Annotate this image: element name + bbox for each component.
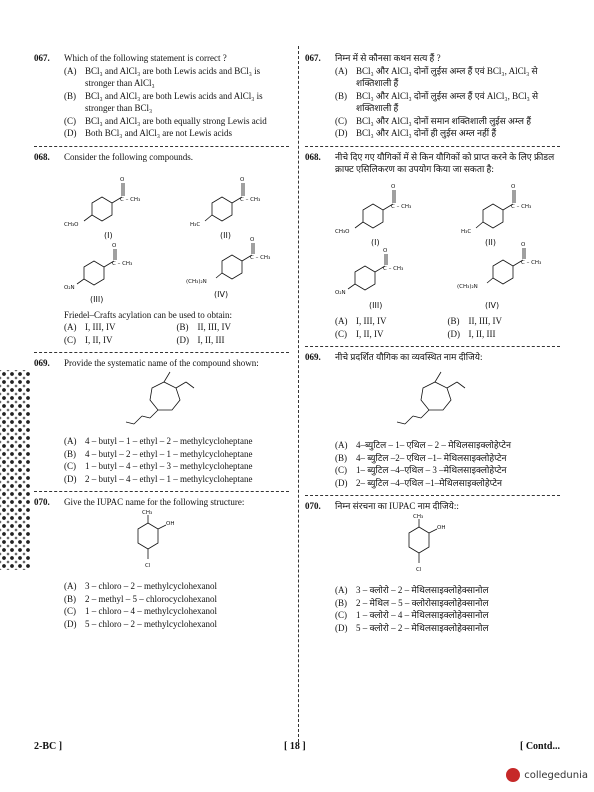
svg-text:C – CH₃: C – CH₃ xyxy=(112,261,133,267)
question-number: 068. xyxy=(305,151,321,162)
option-a[interactable]: (A) I, III, IV xyxy=(64,322,116,332)
option-b[interactable]: (B) 2 – methyl – 5 – chlorocyclohexanol xyxy=(64,593,217,604)
question-followup: Friedel–Crafts acylation can be used to obtain: xyxy=(64,309,232,320)
option-d[interactable]: (D) 5 – क्लोरो – 2 – मेथिलसाइक्लोहेक्सानोल xyxy=(335,622,489,633)
option-c[interactable]: (C) 1 – chloro – 4 – methylcyclohexanol xyxy=(64,606,217,616)
question-separator xyxy=(305,495,560,496)
svg-text:CH₃: CH₃ xyxy=(413,513,424,520)
question-separator xyxy=(34,352,289,353)
option-d[interactable]: (D) 2– ब्युटिल –4–एथिल –1–मेथिलसाइक्लोहेप्टेन xyxy=(335,477,502,488)
svg-text:O: O xyxy=(521,241,526,248)
question-separator xyxy=(34,146,289,147)
compound-ii-structure xyxy=(461,184,531,247)
question-number: 070. xyxy=(34,497,50,507)
acetophenone-structures xyxy=(34,163,289,305)
svg-text:O: O xyxy=(391,183,396,190)
option-d[interactable]: (D) 2 – butyl – 4 – ethyl – 1 – methylcycloheptane xyxy=(64,473,253,484)
svg-text:(I): (I) xyxy=(104,231,113,240)
cycloheptane-structure-hindi xyxy=(305,364,560,436)
question-text: नीचे दिए गए यौगिकों में से किन यौगिकों को प्राप्त करने के लिए फ्रीडल क्राफ्ट एसिलिकरण का उपयोग किया जा सकता है: xyxy=(335,151,555,174)
hindi-column xyxy=(305,52,560,634)
page-number: [ 18 ] xyxy=(284,741,306,752)
cyclohexanol-structure xyxy=(34,509,289,577)
svg-text:Cl: Cl xyxy=(145,562,151,569)
svg-text:(II): (II) xyxy=(220,231,231,240)
svg-text:(I): (I) xyxy=(371,237,380,247)
svg-text:H₃C: H₃C xyxy=(461,228,472,235)
svg-text:C – CH₃: C – CH₃ xyxy=(391,203,412,210)
svg-text:CH₃O: CH₃O xyxy=(64,222,79,228)
compound-i-structure xyxy=(335,184,411,247)
question-text: निम्न में से कौनसा कथन सत्य हैं ? xyxy=(335,53,441,63)
option-a[interactable]: (A) I, III, IV xyxy=(335,316,387,326)
svg-text:O: O xyxy=(112,243,117,249)
question-69 xyxy=(34,357,289,485)
svg-text:(CH₃)₂N: (CH₃)₂N xyxy=(457,283,478,290)
svg-text:(IV): (IV) xyxy=(485,300,500,310)
question-number: 068. xyxy=(34,151,50,162)
question-68-hindi xyxy=(305,151,560,341)
option-b[interactable]: (B) 4 – butyl – 2 – ethyl – 1 – methylcycloheptane xyxy=(64,448,253,459)
continued-label: [ Contd... xyxy=(519,741,560,752)
option-c[interactable]: (C) BCl₃ और AlCl₃ दोनों समान शक्तिशाली लुईस अम्ल हैं xyxy=(335,115,532,126)
svg-text:(IV): (IV) xyxy=(214,290,229,299)
option-c[interactable]: (C) 1 – butyl – 4 – ethyl – 3 – methylcycloheptane xyxy=(64,461,253,471)
question-70-hindi xyxy=(305,500,560,634)
svg-text:O: O xyxy=(250,237,255,243)
compound-i-structure xyxy=(64,177,140,240)
question-text: Give the IUPAC name for the following structure: xyxy=(64,497,245,507)
svg-text:C – CH₃: C – CH₃ xyxy=(250,255,271,261)
decorative-border-pattern xyxy=(0,370,30,570)
english-column xyxy=(34,52,289,630)
question-number: 069. xyxy=(34,358,50,368)
question-text: नीचे प्रदर्शित यौगिक का व्यवस्थित नाम दीजिये: xyxy=(335,352,483,362)
svg-text:OH: OH xyxy=(166,520,175,527)
option-b[interactable]: (B) II, III, IV xyxy=(176,322,231,332)
option-d[interactable]: (D) 5 – chloro – 2 – methylcyclohexanol xyxy=(64,618,217,629)
option-c[interactable]: (C) BCl₃ and AlCl₃ are both equally strong Lewis acid xyxy=(64,115,267,126)
svg-text:H₃C: H₃C xyxy=(190,222,201,228)
option-a[interactable]: (A) 3 – क्लोरो – 2 – मेथिलसाइक्लोहेक्सानोल xyxy=(335,585,489,595)
svg-text:O₂N: O₂N xyxy=(64,285,75,291)
brand-name: collegedunia xyxy=(524,769,588,781)
option-d[interactable]: (D) Both BCl₃ and AlCl₃ are not Lewis acids xyxy=(64,128,233,138)
svg-text:C – CH₃: C – CH₃ xyxy=(120,197,141,203)
option-d[interactable]: (D) I, II, III xyxy=(447,328,496,339)
option-a[interactable]: (A) BCl₃ और AlCl₃ दोनों लुईस अम्ल हैं एवं BCl₃, AlCl₃ से शक्तिशाली हैं xyxy=(335,65,538,88)
svg-text:(II): (II) xyxy=(485,237,496,247)
svg-text:(III): (III) xyxy=(90,295,104,304)
question-text: Consider the following compounds. xyxy=(64,151,193,162)
question-67 xyxy=(34,52,289,140)
option-b[interactable]: (B) 4– ब्युटिल –2– एथिल –1– मेथिलसाइक्लोहेप्टेन xyxy=(335,452,507,463)
option-a[interactable]: (A) 3 – chloro – 2 – methylcyclohexanol xyxy=(64,581,217,591)
compound-ii-structure xyxy=(190,177,260,240)
option-b[interactable]: (B) BCl₃ और AlCl₃ दोनों लुईस अम्ल हैं एवं AlCl₃, BCl₃ से शक्तिशाली हैं xyxy=(335,90,539,113)
question-text: Provide the systematic name of the compound shown: xyxy=(64,358,259,368)
svg-text:O: O xyxy=(383,247,388,254)
brand-logo-icon xyxy=(506,768,520,782)
svg-text:O₂N: O₂N xyxy=(335,289,346,296)
question-number: 067. xyxy=(305,53,321,63)
option-c[interactable]: (C) 1 – क्लोरो – 4 – मेथिलसाइक्लोहेक्सानोल xyxy=(335,610,489,620)
svg-text:C – CH₃: C – CH₃ xyxy=(521,259,542,266)
option-b[interactable]: (B) II, III, IV xyxy=(447,316,502,326)
option-b[interactable]: (B) BCl₃ and AlCl₃ are both Lewis acids and AlCl₃ is stronger than BCl₃ xyxy=(64,90,263,113)
svg-text:O: O xyxy=(120,177,125,183)
svg-text:CH₃O: CH₃O xyxy=(335,228,350,235)
svg-text:Cl: Cl xyxy=(416,566,422,573)
option-a[interactable]: (A) 4–ब्युटिल – 1– एथिल – 2 – मेथिलसाइक्लोहेप्टेन xyxy=(335,440,511,450)
question-number: 069. xyxy=(305,352,321,362)
option-a[interactable]: (A) 4 – butyl – 1 – ethyl – 2 – methylcycloheptane xyxy=(64,436,253,446)
svg-text:CH₃: CH₃ xyxy=(142,509,153,516)
question-69-hindi xyxy=(305,351,560,489)
svg-text:(III): (III) xyxy=(369,300,383,310)
question-separator xyxy=(305,146,560,147)
option-d[interactable]: (D) I, II, III xyxy=(176,334,225,345)
svg-text:C – CH₃: C – CH₃ xyxy=(240,197,261,203)
booklet-code: 2-BC ] xyxy=(34,741,63,752)
compound-iv-structure xyxy=(186,237,270,299)
question-number: 070. xyxy=(305,501,321,511)
svg-text:O: O xyxy=(511,183,516,190)
cyclohexanol-structure-hindi xyxy=(305,513,560,581)
svg-text:C – CH₃: C – CH₃ xyxy=(383,265,404,272)
svg-text:O: O xyxy=(240,177,245,183)
question-separator xyxy=(34,491,289,492)
cycloheptane-structure xyxy=(34,370,289,432)
compound-iii-structure xyxy=(335,248,403,310)
question-separator xyxy=(305,346,560,347)
svg-text:OH: OH xyxy=(437,524,446,531)
column-divider xyxy=(298,46,299,742)
option-b[interactable]: (B) 2 – मेथिल – 5 – क्लोरोसाइक्लोहेक्सानोल xyxy=(335,597,489,608)
question-text: Which of the following statement is correct ? xyxy=(64,53,227,63)
brand-watermark xyxy=(506,768,588,782)
option-d[interactable]: (D) BCl₃ और AlCl₃ दोनों ही लुईस अम्ल नहीं हैं xyxy=(335,128,497,138)
acetophenone-structures-hindi xyxy=(305,176,560,312)
option-c[interactable]: (C) I, II, IV xyxy=(64,334,113,345)
option-c[interactable]: (C) I, II, IV xyxy=(335,328,384,339)
question-68 xyxy=(34,151,289,347)
svg-text:(CH₃)₂N: (CH₃)₂N xyxy=(186,279,207,285)
question-70 xyxy=(34,496,289,630)
svg-text:C – CH₃: C – CH₃ xyxy=(511,203,532,210)
compound-iii-structure xyxy=(64,243,132,304)
option-c[interactable]: (C) 1– ब्युटिल –4–एथिल – 3 –मेथिलसाइक्लोहेप्टेन xyxy=(335,465,507,475)
question-text: निम्न संरचना का IUPAC नाम दीजिये:: xyxy=(335,501,459,511)
question-67-hindi xyxy=(305,52,560,140)
option-a[interactable]: (A) BCl₃ and AlCl₃ are both Lewis acids and BCl₃ is stronger than AlCl₃ xyxy=(64,65,261,88)
question-number: 067. xyxy=(34,53,50,63)
compound-iv-structure xyxy=(457,242,541,310)
